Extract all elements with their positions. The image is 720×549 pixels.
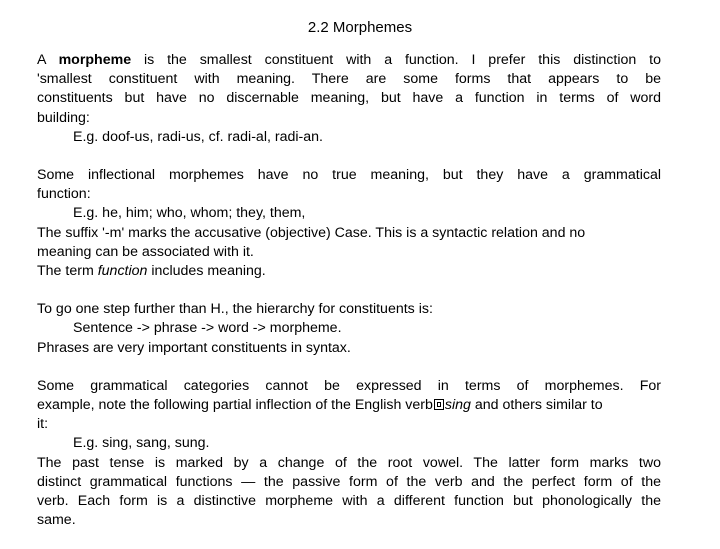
text-line: Some inflectional morphemes have no true meaning, but they have a grammatical [37,167,661,184]
text-line: The past tense is marked by a change of the root vowel. The latter form marks two [37,454,661,471]
text-run: includes meaning. [147,263,266,280]
text-run: example, note the following partial inflection of the English verb [37,397,433,414]
text-line: The suffix '-m' marks the accusative (objective) Case. This is a syntactic relation and no [37,224,586,241]
text-line [37,51,661,70]
missing-glyph-icon [434,399,444,410]
text-run: A [37,52,59,68]
text-run: is the smallest constituent with a function. I prefer this distinction to [131,52,661,68]
text-line: it: [37,416,49,433]
text-line: meaning can be associated with it. [37,243,254,260]
paragraph-grammatical-categories [37,377,661,531]
example-line: E.g. he, him; who, whom; they, them, [73,205,306,222]
paragraph-morpheme-definition [37,51,661,147]
text-line: Some grammatical categories cannot be expressed in terms of morphemes. For [37,377,661,394]
text-line: 'smallest constituent with meaning. There are some forms that appears to be [37,71,661,88]
term-morpheme: morpheme [58,52,132,68]
text-line: constituents but have no discernable meaning, but have a function in terms of word [37,90,661,107]
text-line: verb. Each form is a distinctive morpheme with a different function but phonologically the [37,493,661,510]
text-line [37,396,661,415]
text-line: Phrases are very important constituents in syntax. [37,339,351,356]
example-line: E.g. doof-us, radi-us, cf. radi-al, radi-an. [73,128,323,145]
text-line: distinct grammatical functions — the passive form of the verb and the perfect form of the [37,473,661,490]
text-line: To go one step further than H., the hierarchy for constituents is: [37,301,433,318]
paragraph-hierarchy [37,300,661,358]
text-line [37,262,661,281]
text-line: same. [37,512,76,529]
text-line: building: [37,109,90,126]
term-function: function [97,263,148,280]
text-run: The term [37,263,98,280]
example-line: E.g. sing, sang, sung. [73,435,210,452]
page-title: 2.2 Morphemes [307,19,413,36]
term-sing: sing [444,397,471,414]
example-line: Sentence -> phrase -> word -> morpheme. [73,320,342,337]
document-body [37,51,661,549]
text-line: function: [37,186,91,203]
paragraph-inflectional-morphemes [37,166,661,281]
text-run: and others similar to [470,397,603,414]
